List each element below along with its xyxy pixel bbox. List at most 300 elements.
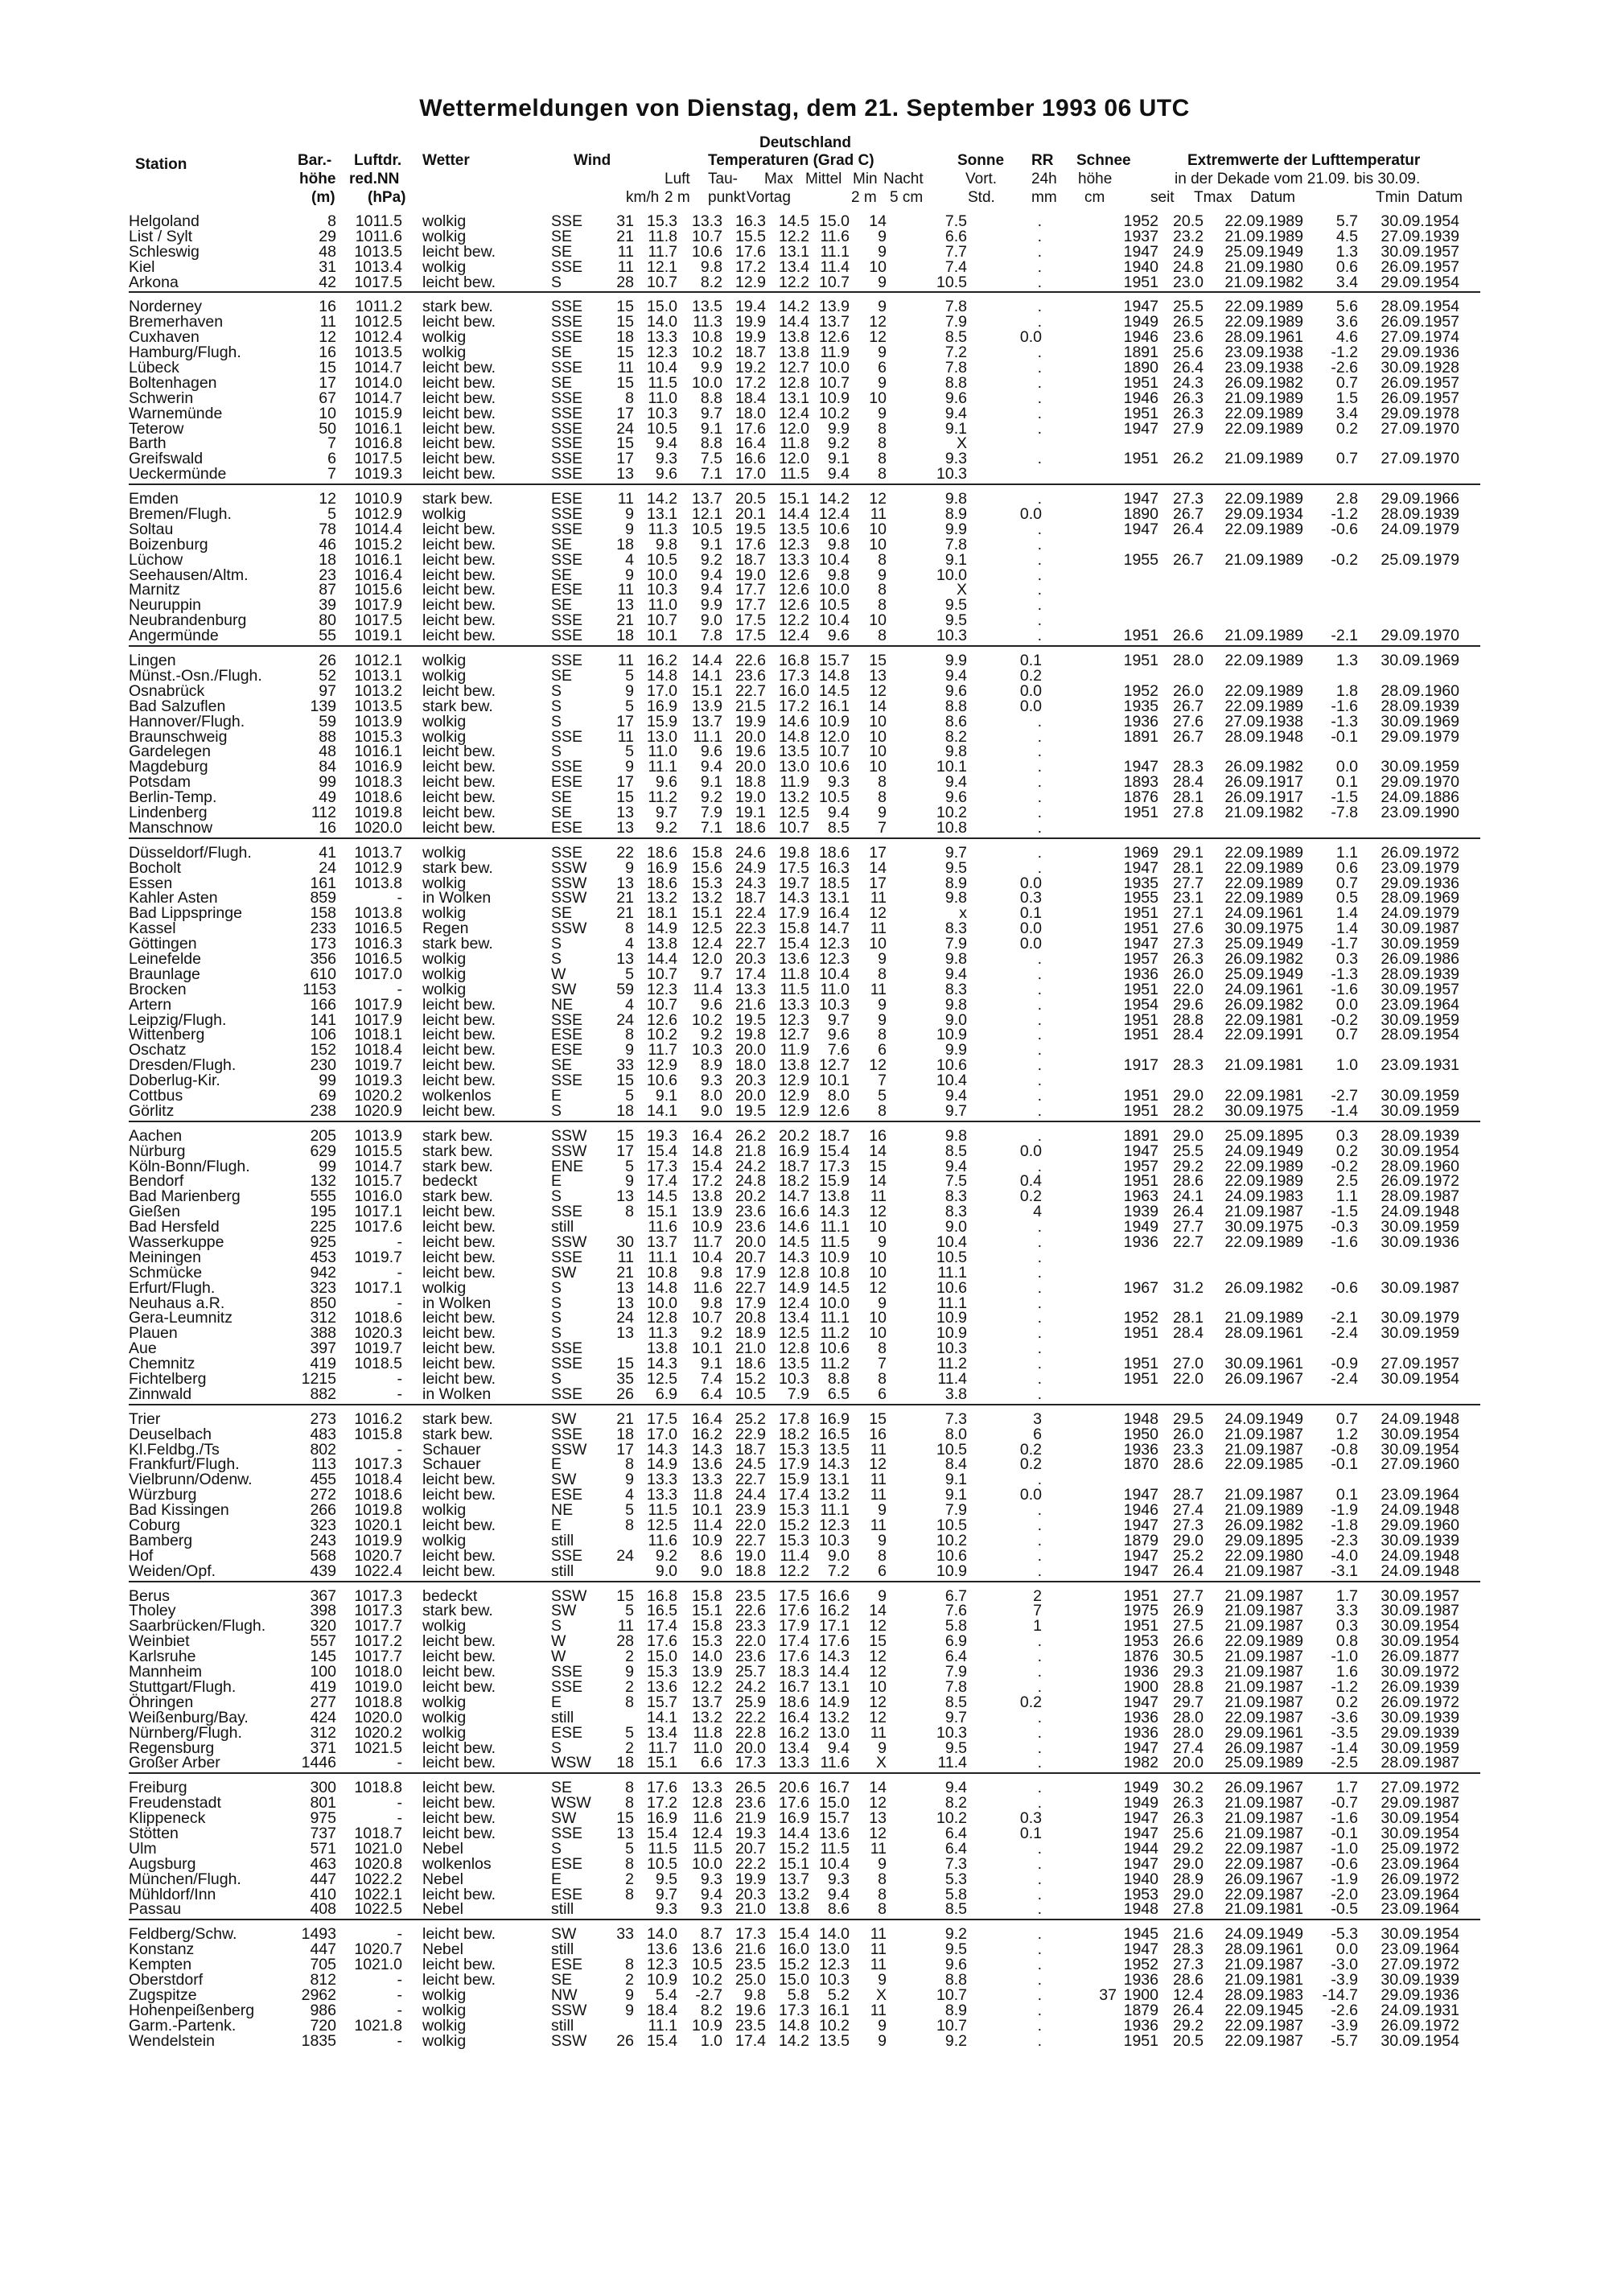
luftdruck: 1015.6 xyxy=(354,581,402,599)
sonne: 9.5 xyxy=(944,596,967,615)
niederschlag: . xyxy=(1037,1956,1042,1974)
luftdruck: 1018.4 xyxy=(354,1471,402,1489)
wind-kmh: 9 xyxy=(625,1985,634,2004)
tmax-datum: 21.09.1989 xyxy=(1224,550,1303,569)
sonne: 10.3 xyxy=(936,465,967,483)
temp-min: 12.7 xyxy=(819,1056,850,1075)
temp-max: 20.0 xyxy=(735,1086,766,1105)
temp-min: 11.0 xyxy=(820,980,850,998)
wetter: Regen xyxy=(422,920,469,938)
temp-min: 14.3 xyxy=(819,1648,850,1666)
temp-nacht: 11 xyxy=(870,920,887,938)
barhoehe: 1153 xyxy=(302,980,336,998)
luftdruck: 1019.3 xyxy=(354,1072,402,1090)
wind-richtung: ESE xyxy=(551,1723,583,1742)
tmax-datum: 21.09.1980 xyxy=(1224,257,1303,276)
temp-min: 12.3 xyxy=(819,1956,850,1974)
temp-luft: 11.0 xyxy=(648,389,677,407)
temp-max: 17.2 xyxy=(735,257,766,276)
taupunkt: 10.1 xyxy=(692,1501,722,1520)
seit: 1951 xyxy=(1123,1324,1158,1343)
tmax-datum: 21.09.1982 xyxy=(1224,803,1303,821)
tmax-datum: 22.09.1989 xyxy=(1224,1157,1303,1175)
niederschlag: . xyxy=(1037,1516,1042,1535)
wetter: leicht bew. xyxy=(422,404,496,422)
luftdruck: 1016.2 xyxy=(354,1409,402,1428)
wind-kmh: 2 xyxy=(625,1970,634,1989)
taupunkt: 10.0 xyxy=(692,1854,722,1873)
taupunkt: 12.4 xyxy=(692,935,722,953)
taupunkt: 15.4 xyxy=(692,1157,722,1175)
seit: 1935 xyxy=(1123,874,1158,892)
temp-luft: 14.2 xyxy=(647,490,677,508)
taupunkt: 8.8 xyxy=(700,434,722,453)
temp-min: 10.7 xyxy=(819,743,850,761)
temp-nacht: 10 xyxy=(869,257,887,276)
tmax: 27.4 xyxy=(1173,1501,1204,1520)
tmax: 27.6 xyxy=(1173,712,1204,730)
temp-nacht: 9 xyxy=(878,404,887,422)
taupunkt: 13.9 xyxy=(692,1203,722,1221)
wetter: leicht bew. xyxy=(422,1072,496,1090)
temp-mittel: 18.3 xyxy=(779,1663,809,1681)
luftdruck: 1017.6 xyxy=(354,1218,402,1236)
barhoehe: 397 xyxy=(310,1339,336,1358)
wind-richtung: S xyxy=(551,1324,562,1343)
temp-nacht: 12 xyxy=(869,1824,887,1842)
temp-max: 15.5 xyxy=(735,227,766,245)
temp-mittel: 17.3 xyxy=(779,2001,809,2019)
wind-kmh: 17 xyxy=(616,404,634,422)
tmin: -1.5 xyxy=(1331,1203,1358,1221)
temp-luft: 12.1 xyxy=(647,257,677,276)
tmin-datum: 30.09.1954 xyxy=(1381,2031,1459,2050)
table-row xyxy=(129,537,1480,553)
niederschlag: . xyxy=(1037,404,1042,422)
station-name: Emden xyxy=(129,490,179,508)
station-name: Marnitz xyxy=(129,581,180,599)
sonne: 7.9 xyxy=(944,935,967,953)
barhoehe: 49 xyxy=(319,788,336,807)
temp-luft: 10.5 xyxy=(647,1854,677,1873)
tmax: 28.0 xyxy=(1173,1723,1204,1742)
tmax-datum: 22.09.1987 xyxy=(1224,1708,1303,1726)
temp-max: 18.8 xyxy=(735,1562,766,1580)
temp-nacht: 9 xyxy=(878,566,887,584)
seit: 1936 xyxy=(1123,965,1158,983)
tmax: 26.4 xyxy=(1173,2001,1204,2019)
seit: 1951 xyxy=(1123,1010,1158,1029)
taupunkt: 12.0 xyxy=(692,949,722,968)
temp-nacht: 12 xyxy=(869,1455,887,1474)
sonne: 9.1 xyxy=(944,1471,967,1489)
temp-luft: 17.5 xyxy=(647,1409,677,1428)
seit: 1947 xyxy=(1123,490,1158,508)
barhoehe: 99 xyxy=(319,1157,336,1175)
wind-richtung: S xyxy=(551,1294,562,1312)
wind-kmh: 13 xyxy=(616,803,634,821)
barhoehe: 12 xyxy=(319,490,336,508)
wind-richtung: SSE xyxy=(551,727,583,746)
luftdruck: 1016.1 xyxy=(354,419,402,438)
taupunkt: 8.2 xyxy=(700,2001,722,2019)
seit: 1946 xyxy=(1123,328,1158,347)
temp-max: 23.6 xyxy=(735,666,766,685)
temp-max: 18.7 xyxy=(735,344,766,362)
temp-nacht: 6 xyxy=(878,1041,887,1060)
station-name: Bremen/Flugh. xyxy=(129,505,232,524)
tmin: -0.9 xyxy=(1331,1355,1358,1373)
wind-kmh: 17 xyxy=(616,712,634,730)
sonne: 7.9 xyxy=(944,1663,967,1681)
tmin-datum: 30.09.1954 xyxy=(1381,1425,1459,1443)
temp-min: 12.0 xyxy=(819,727,850,746)
tmax: 26.4 xyxy=(1173,520,1204,538)
wind-kmh: 9 xyxy=(625,1471,634,1489)
temp-max: 22.0 xyxy=(735,1632,766,1651)
temp-max: 19.5 xyxy=(735,520,766,538)
barhoehe: 7 xyxy=(327,434,336,453)
temp-min: 9.9 xyxy=(827,419,850,438)
taupunkt: 9.6 xyxy=(700,743,722,761)
temp-luft: 10.4 xyxy=(647,359,677,377)
temp-max: 21.5 xyxy=(735,697,766,715)
luftdruck: 1015.9 xyxy=(354,404,402,422)
tmin-datum: 30.09.1954 xyxy=(1381,1925,1459,1944)
wind-richtung: SSE xyxy=(551,1203,583,1221)
tmin: 1.1 xyxy=(1335,843,1358,862)
barhoehe: 88 xyxy=(319,727,336,746)
taupunkt: 16.2 xyxy=(692,1425,722,1443)
temp-mittel: 15.1 xyxy=(779,1854,809,1873)
taupunkt: 15.1 xyxy=(692,1602,722,1620)
station-name: Köln-Bonn/Flugh. xyxy=(129,1157,250,1175)
temp-luft: 9.2 xyxy=(655,818,677,837)
wind-richtung: ESE xyxy=(551,818,583,837)
temp-luft: 11.2 xyxy=(648,788,677,807)
barhoehe: 568 xyxy=(310,1546,336,1565)
tmax: 31.2 xyxy=(1173,1278,1204,1297)
temp-min: 11.6 xyxy=(820,227,850,245)
barhoehe: 139 xyxy=(310,697,336,715)
temp-max: 23.6 xyxy=(735,1203,766,1221)
temp-max: 18.9 xyxy=(735,1324,766,1343)
tmin: -14.7 xyxy=(1322,1985,1358,2004)
taupunkt: 11.4 xyxy=(693,980,722,998)
tmax: 26.9 xyxy=(1173,1602,1204,1620)
table-row xyxy=(129,1409,1480,1428)
wind-richtung: SSE xyxy=(551,550,583,569)
wind-kmh: 13 xyxy=(616,465,634,483)
barhoehe: 113 xyxy=(311,1455,336,1474)
luftdruck: 1014.7 xyxy=(354,359,402,377)
wind-richtung: SW xyxy=(551,1471,577,1489)
niederschlag: . xyxy=(1037,212,1042,230)
tmax: 28.0 xyxy=(1173,1708,1204,1726)
seit: 1947 xyxy=(1123,1809,1158,1828)
niederschlag: 0.0 xyxy=(1019,328,1042,347)
table-row xyxy=(129,805,1480,821)
temp-mittel: 11.8 xyxy=(780,965,809,983)
temp-max: 20.0 xyxy=(735,727,766,746)
tmin: -0.1 xyxy=(1331,1824,1358,1842)
seit: 1952 xyxy=(1123,1956,1158,1974)
sonne: 9.2 xyxy=(944,1925,967,1944)
station-name: Aachen xyxy=(129,1126,183,1145)
station-name: Konstanz xyxy=(129,1940,195,1959)
wind-kmh: 2 xyxy=(625,1648,634,1666)
tmin: 0.3 xyxy=(1335,1617,1358,1636)
temp-nacht: 9 xyxy=(878,1501,887,1520)
station-name: Tholey xyxy=(129,1602,176,1620)
wetter: leicht bew. xyxy=(422,1339,496,1358)
seit: 1952 xyxy=(1123,681,1158,700)
temp-min: 10.9 xyxy=(819,1248,850,1266)
temp-min: 7.2 xyxy=(827,1562,850,1580)
temp-max: 15.2 xyxy=(735,1370,766,1389)
barhoehe: 705 xyxy=(310,1956,336,1974)
taupunkt: 13.6 xyxy=(692,1455,722,1474)
sonne: 10.4 xyxy=(936,1233,967,1251)
temp-mittel: 14.6 xyxy=(779,712,809,730)
sonne: 8.8 xyxy=(944,373,967,392)
taupunkt: 15.8 xyxy=(692,843,722,862)
taupunkt: 6.6 xyxy=(700,1754,722,1772)
seit: 1975 xyxy=(1123,1602,1158,1620)
tmax: 27.3 xyxy=(1173,1516,1204,1535)
seit: 1948 xyxy=(1123,1409,1158,1428)
temp-min: 10.7 xyxy=(819,373,850,392)
luftdruck: 1017.5 xyxy=(354,611,402,630)
wetter: wolkig xyxy=(422,980,467,998)
sonne: 9.9 xyxy=(944,520,967,538)
tmax: 27.5 xyxy=(1173,1617,1204,1636)
temp-mittel: 13.8 xyxy=(779,344,809,362)
temp-luft: 11.1 xyxy=(648,758,677,776)
temp-min: 18.5 xyxy=(819,874,850,892)
tmax: 26.6 xyxy=(1173,1632,1204,1651)
tmin-datum: 26.09.1972 xyxy=(1381,843,1459,862)
niederschlag: 0.2 xyxy=(1019,1455,1042,1474)
wetter: leicht bew. xyxy=(422,1562,496,1580)
temp-luft: 15.0 xyxy=(647,298,677,316)
tmax: 20.5 xyxy=(1173,212,1204,230)
luftdruck: 1019.7 xyxy=(354,1339,402,1358)
station-name: Lindenberg xyxy=(129,803,208,821)
wetter: wolkenlos xyxy=(422,1086,492,1105)
station-name: Augsburg xyxy=(129,1854,196,1873)
sonne: 8.5 xyxy=(944,1693,967,1711)
wetter: wolkig xyxy=(422,227,467,245)
tmax-datum: 24.09.1949 xyxy=(1224,1409,1303,1428)
taupunkt: 7.5 xyxy=(700,450,722,468)
barhoehe: 447 xyxy=(310,1870,336,1888)
seit: 1947 xyxy=(1123,1546,1158,1565)
sonne: 7.3 xyxy=(944,1409,967,1428)
temp-mittel: 12.2 xyxy=(779,1562,809,1580)
barhoehe: 1446 xyxy=(301,1754,336,1772)
sonne: 5.8 xyxy=(944,1617,967,1636)
temp-nacht: 17 xyxy=(869,874,887,892)
tmax-datum: 22.09.1989 xyxy=(1224,212,1303,230)
temp-nacht: 12 xyxy=(869,1794,887,1813)
station-name: München/Flugh. xyxy=(129,1870,241,1888)
sonne: 9.8 xyxy=(944,490,967,508)
barhoehe: 277 xyxy=(310,1693,336,1711)
station-name: Nürburg xyxy=(129,1142,186,1160)
seit: 1879 xyxy=(1123,1531,1158,1549)
barhoehe: 323 xyxy=(310,1278,336,1297)
tmin-datum: 27.09.1957 xyxy=(1381,1355,1459,1373)
temp-max: 20.0 xyxy=(735,1738,766,1757)
luftdruck: 1012.9 xyxy=(354,505,402,524)
wind-richtung: SSE xyxy=(551,434,583,453)
niederschlag: 6 xyxy=(1033,1425,1042,1443)
barhoehe: 59 xyxy=(319,712,336,730)
niederschlag: . xyxy=(1037,344,1042,362)
seit: 1951 xyxy=(1123,1370,1158,1389)
wind-kmh: 9 xyxy=(625,681,634,700)
sonne: 8.8 xyxy=(944,1970,967,1989)
tmin-datum: 27.09.1972 xyxy=(1381,1779,1459,1797)
table-row xyxy=(129,982,1480,998)
temp-nacht: 6 xyxy=(878,1562,887,1580)
temp-max: 23.3 xyxy=(735,1617,766,1636)
temp-mittel: 18.2 xyxy=(779,1172,809,1191)
barhoehe: 801 xyxy=(310,1794,336,1813)
temp-max: 22.3 xyxy=(735,920,766,938)
barhoehe: 975 xyxy=(310,1809,336,1828)
sonne: 9.5 xyxy=(944,1940,967,1959)
temp-nacht: 11 xyxy=(870,1471,887,1489)
wind-kmh: 5 xyxy=(625,1157,634,1175)
luftdruck: 1021.5 xyxy=(354,1738,402,1757)
station-name: Wittenberg xyxy=(129,1026,205,1044)
wind-kmh: 13 xyxy=(616,1187,634,1206)
tmax: 28.2 xyxy=(1173,1101,1204,1120)
taupunkt: 10.7 xyxy=(692,1309,722,1327)
wind-richtung: E xyxy=(551,1086,562,1105)
wind-richtung: S xyxy=(551,697,562,715)
tmin: -2.7 xyxy=(1331,1086,1358,1105)
tmax-datum: 28.09.1961 xyxy=(1224,1324,1303,1343)
seit: 1947 xyxy=(1123,858,1158,877)
wetter: wolkig xyxy=(422,2001,467,2019)
tmin: -0.2 xyxy=(1331,1010,1358,1029)
tmin-datum: 24.09.1948 xyxy=(1381,1203,1459,1221)
niederschlag: . xyxy=(1037,1648,1042,1666)
wind-richtung: E xyxy=(551,1455,562,1474)
barhoehe: 16 xyxy=(319,344,336,362)
seit: 1951 xyxy=(1123,1101,1158,1120)
tmin-datum: 26.09.1957 xyxy=(1381,313,1459,331)
temp-luft: 13.1 xyxy=(647,505,677,524)
wind-kmh: 4 xyxy=(625,995,634,1014)
barhoehe: 15 xyxy=(319,359,336,377)
temp-nacht: 8 xyxy=(878,965,887,983)
tmax: 26.4 xyxy=(1173,1203,1204,1221)
tmax-datum: 30.09.1975 xyxy=(1224,1101,1303,1120)
temp-max: 24.4 xyxy=(735,1486,766,1504)
temp-min: 7.6 xyxy=(827,1041,850,1060)
wetter: Schauer xyxy=(422,1440,481,1459)
barhoehe: 323 xyxy=(310,1516,336,1535)
wetter: leicht bew. xyxy=(422,995,496,1014)
wetter: wolkig xyxy=(422,212,467,230)
temp-luft: 13.2 xyxy=(647,889,677,907)
wind-richtung: still xyxy=(551,1562,574,1580)
seit: 1937 xyxy=(1123,227,1158,245)
wind-kmh: 9 xyxy=(625,758,634,776)
temp-mittel: 13.3 xyxy=(779,550,809,569)
temp-nacht: 8 xyxy=(878,1339,887,1358)
taupunkt: 9.4 xyxy=(700,581,722,599)
sonne: 5.3 xyxy=(944,1870,967,1888)
sonne: x xyxy=(959,904,967,923)
tmax: 28.3 xyxy=(1173,1940,1204,1959)
wind-richtung: SSW xyxy=(551,1126,587,1145)
niederschlag: 0.0 xyxy=(1019,681,1042,700)
tmax: 28.6 xyxy=(1173,1970,1204,1989)
tmax-datum: 24.09.1961 xyxy=(1224,980,1303,998)
luftdruck: 1013.2 xyxy=(354,681,402,700)
wind-kmh: 22 xyxy=(616,843,634,862)
tmin: -2.4 xyxy=(1331,1370,1358,1389)
sonne: 8.5 xyxy=(944,328,967,347)
temp-min: 13.1 xyxy=(819,889,850,907)
wind-richtung: S xyxy=(551,1738,562,1757)
seit: 1890 xyxy=(1123,505,1158,524)
temp-luft: 15.3 xyxy=(647,1663,677,1681)
seit: 1949 xyxy=(1123,1218,1158,1236)
station-name: Feldberg/Schw. xyxy=(129,1925,237,1944)
wind-kmh: 15 xyxy=(616,1586,634,1605)
wetter: leicht bew. xyxy=(422,1370,496,1389)
temp-nacht: 10 xyxy=(869,520,887,538)
seit: 1951 xyxy=(1123,1086,1158,1105)
tmin: -3.1 xyxy=(1331,1562,1358,1580)
barhoehe: 882 xyxy=(310,1385,336,1403)
temp-min: 10.4 xyxy=(819,965,850,983)
wind-richtung: SE xyxy=(551,566,573,584)
temp-luft: 10.7 xyxy=(647,965,677,983)
niederschlag: 0.1 xyxy=(1019,652,1042,670)
wetter: wolkig xyxy=(422,1278,467,1297)
wind-richtung: SSE xyxy=(551,404,583,422)
seit: 1951 xyxy=(1123,450,1158,468)
temp-luft: 12.8 xyxy=(647,1309,677,1327)
seit: 1870 xyxy=(1123,1455,1158,1474)
temp-nacht: 9 xyxy=(878,344,887,362)
tmin: 1.2 xyxy=(1335,1425,1358,1443)
tmin-datum: 29.09.1970 xyxy=(1381,627,1459,645)
tmin-datum: 30.09.1987 xyxy=(1381,1602,1459,1620)
niederschlag: . xyxy=(1037,949,1042,968)
wetter: leicht bew. xyxy=(422,1355,496,1373)
header-tau-a: Tau- xyxy=(708,171,738,187)
temp-max: 17.7 xyxy=(735,596,766,615)
tmin-datum: 29.09.1936 xyxy=(1381,344,1459,362)
temp-mittel: 17.6 xyxy=(779,1602,809,1620)
temp-max: 19.8 xyxy=(735,1026,766,1044)
temp-nacht: 10 xyxy=(869,1218,887,1236)
temp-min: 6.5 xyxy=(827,1385,850,1403)
station-name: Bremerhaven xyxy=(129,313,224,331)
temp-nacht: 8 xyxy=(878,627,887,645)
temp-max: 12.9 xyxy=(735,273,766,291)
tmin: 3.4 xyxy=(1335,273,1358,291)
temp-mittel: 14.5 xyxy=(779,1233,809,1251)
